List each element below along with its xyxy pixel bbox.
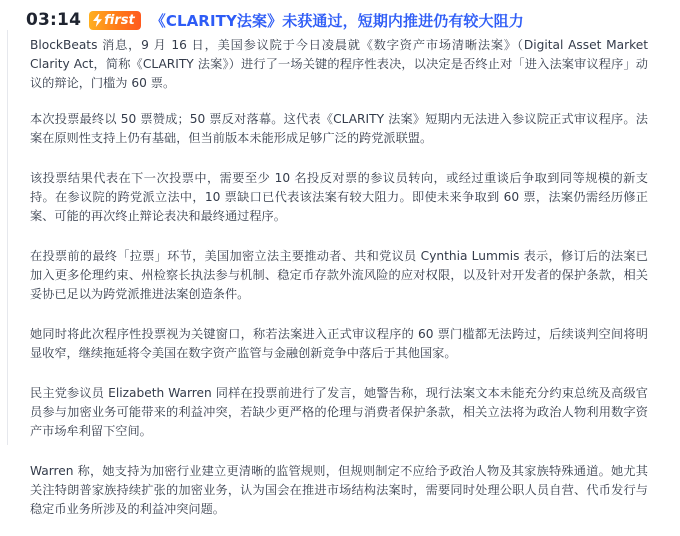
- news-title[interactable]: 《CLARITY法案》未获通过，短期内推进仍有较大阻力: [150, 11, 524, 30]
- badge-label: first: [104, 12, 135, 28]
- article-paragraph: BlockBeats 消息，9 月 16 日，美国参议院于今日凌晨就《数字资产市场清晰法案》（Digital Asset Market Clarity Act，简称《CLARITY 法案》）进行了一场关键的程序性表决，以决定是否终止对「进入法案审议程序」动议的辩论，门槛为 60 票。: [30, 38, 648, 90]
- article-paragraph: 她同时将此次程序性投票视为关键窗口，称若法案进入正式审议程序的 60 票门槛都无法跨过，后续谈判空间将明显收窄，继续拖延将令美国在数字资产监管与金融创新竞争中落后于其他国家。: [30, 327, 648, 360]
- article-paragraph: 该投票结果代表在下一次投票中，需要至少 10 名投反对票的参议员转向，或经过重谈后争取到同等规模的新支持。在参议院的跨党派立法中，10 票缺口已代表该法案有较大阻力。即使未来争取到 60 票，法案仍需经历修正案、可能的再次终止辩论表决和最终通过程序。: [30, 171, 648, 223]
- article-paragraph: Warren 称，她支持为加密行业建立更清晰的监管规则，但规则制定不应给予政治人物及其家族特殊通道。她尤其关注特朗普家族持续扩张的加密业务，认为国会在推进市场结构法案时，需要同时处理公职人员自营、代币发行与稳定币业务所涉及的利益冲突问题。: [30, 464, 648, 516]
- article-paragraph: 在投票前的最终「拉票」环节，美国加密立法主要推动者、共和党议员 Cynthia Lummis 表示，修订后的法案已加入更多伦理约束、州检察长执法参与机制、稳定币存款外流风险的应对权限，以及针对开发者的保护条款，相关妥协已足以为跨党派推进法案创造条件。: [30, 249, 648, 301]
- article-body: [30, 36, 648, 536]
- timeline-rule: [7, 30, 8, 445]
- news-header: [26, 8, 524, 32]
- first-badge: [89, 11, 141, 30]
- article-paragraph: 本次投票最终以 50 票赞成；50 票反对落幕。这代表《CLARITY 法案》短期内无法进入参议院正式审议程序。法案在原则性支持上仍有基础，但当前版本未能形成足够广泛的跨党派联盟。: [30, 112, 648, 145]
- article-paragraph: 民主党参议员 Elizabeth Warren 同样在投票前进行了发言，她警告称，现行法案文本未能充分约束总统及高级官员参与加密业务可能带来的利益冲突，若缺少更严格的伦理与消费者保护条款，相关立法将为政治人物利用数字资产市场牟利留下空间。: [30, 386, 648, 438]
- timestamp: 03:14: [26, 10, 82, 30]
- lightning-icon: [92, 14, 104, 27]
